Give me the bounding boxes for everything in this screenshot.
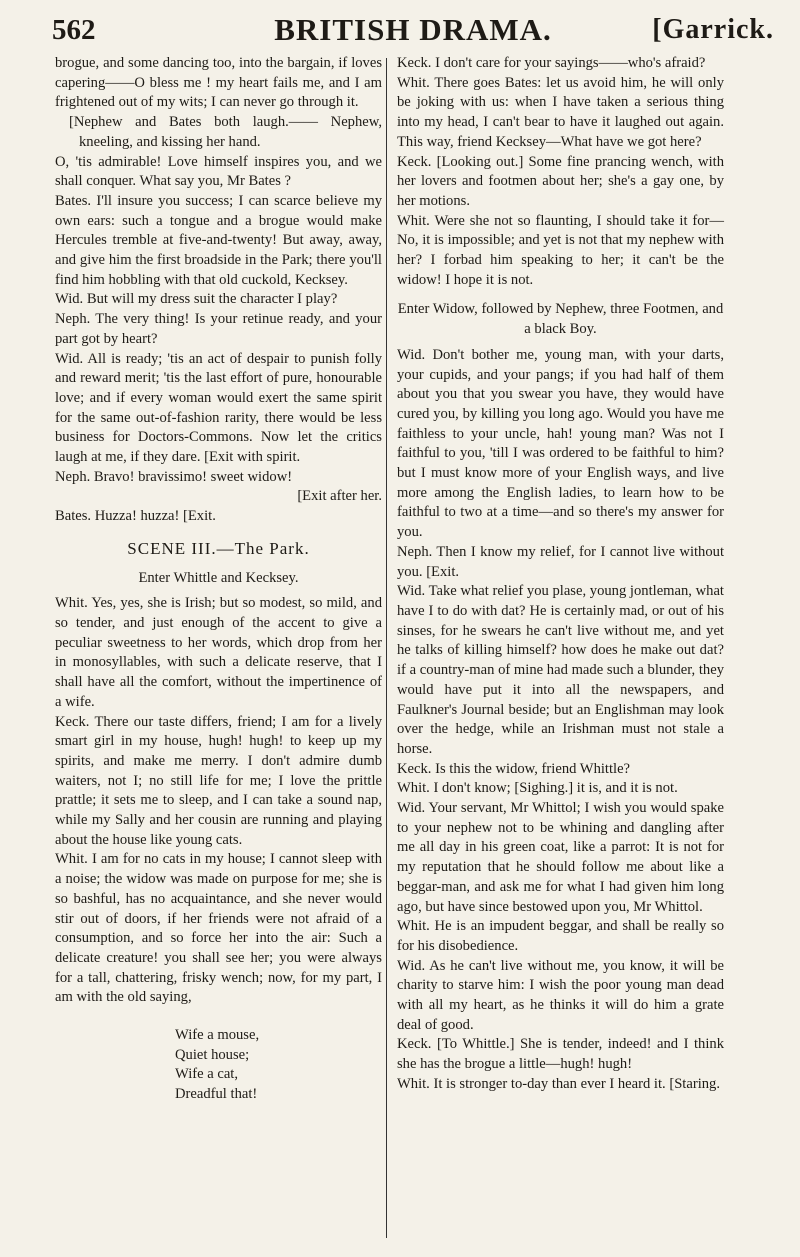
scene-heading: SCENE III.—The Park. <box>127 538 310 558</box>
speech-paragraph: Keck. [To Whittle.] She is tender, indeed! and I think she has the brogue a little—hugh! hugh! <box>397 1036 724 1073</box>
stage-direction: [Nephew and Bates both laugh.—— Nephew, kneeling, and kissing her hand. <box>69 114 382 150</box>
speech-paragraph: brogue, and some dancing too, into the bargain, if loves capering——O bless me ! my heart fails me, and I am frightened out of my wits; I can never go through it. <box>55 55 382 111</box>
speech-paragraph: Wid. All is ready; 'tis an act of despair to punish folly and reward merit; 'tis the last effort of pure, honourable love; and if every woman would exert the same spirit for the same out-of-fashion rarity, there would be less business for Doctors-Commons. Now let the critics laugh at me, if they dare. [Exit with spirit. <box>55 350 382 466</box>
entrance-direction: Enter Widow, followed by Nephew, three Footmen, and a black Boy. <box>397 301 724 338</box>
column-divider <box>386 58 387 1238</box>
page-header <box>52 10 774 52</box>
left-column <box>55 54 382 1105</box>
verse-line: Dreadful that! <box>175 1086 258 1103</box>
verse-line: Quiet house; <box>175 1046 250 1063</box>
speech-paragraph: Neph. Bravo! bravissimo! sweet widow! <box>55 468 293 485</box>
speech-paragraph: Wid. As he can't live without me, you know, it will be charity to starve him: I wish the poor young man dead with all my heart, as he thinks it will do him a grate deal of good. <box>397 957 724 1033</box>
speech-paragraph: Whit. Were she not so flaunting, I should take it for—No, it is impossible; and yet is not that my nephew with her? I forbad him speaking to her; it can't be the widow! I hope it is not. <box>397 212 724 288</box>
speech-paragraph: Neph. The very thing! Is your retinue ready, and your part got by heart? <box>55 311 382 347</box>
speech-paragraph: Whit. There goes Bates: let us avoid him, he will only be joking with us: when I have taken a serious thing into my head, I can't bear to have it laughed out again. This way, friend Kecksey—What have we got here? <box>397 74 724 150</box>
running-title: BRITISH DRAMA. <box>274 12 552 47</box>
exit-direction: [Exit after her. <box>297 488 382 505</box>
speech-paragraph: Whit. I am for no cats in my house; I cannot sleep with a noise; the widow was made on purpose for me; she is so bashful, has no acquaintance, and she never would stir out of doors, if her friends were not afraid of a consumption, and so force her into the air: Such a delicate creature! you shall see her; you were always for a tall, chattering, frisky wench; now, for my part, I am with the old saying, <box>55 851 382 1006</box>
verse-line: Wife a cat, <box>175 1066 239 1083</box>
entrance-direction: Enter Whittle and Kecksey. <box>138 569 299 586</box>
speech-paragraph: Whit. I don't know; [Sighing.] it is, and it is not. <box>397 780 678 797</box>
speech-paragraph: Neph. Then I know my relief, for I cannot live without you. [Exit. <box>397 543 724 580</box>
speech-paragraph: O, 'tis admirable! Love himself inspires you, and we shall conquer. What say you, Mr Bates ? <box>55 153 382 190</box>
speech-paragraph: Wid. But will my dress suit the character I play? <box>55 291 338 308</box>
right-column <box>397 54 724 1095</box>
verse-line: Wife a mouse, <box>175 1027 260 1044</box>
speech-paragraph: Wid. Your servant, Mr Whittol; I wish you would spake to your nephew not to be whining and dangling after me all day in his green coat, like a parrot: It is not for my reputation that he should follow me about like a beggar-man, and ask me for what I had given him long ago, but have since bestowed upon you, Mr Whittol. <box>397 800 724 915</box>
speech-paragraph: Wid. Take what relief you plase, young jontleman, what have I to do with dat? He is certainly mad, or out of his sinses, for he swears he can't live without me, and yet he talks of killing himself? how does he make out dat? if a country-man of mine had made such a blunder, they would have put it into all the newspapers, and Faulkner's Journal beside; but an Englishman may look over the hedge, while an Irishman must not stale a horse. <box>397 583 724 757</box>
speech-paragraph: Keck. Is this the widow, friend Whittle? <box>397 760 631 777</box>
speech-paragraph: Whit. Yes, yes, she is Irish; but so modest, so mild, and so tender, and just enough of the accent to give a peculiar sweetness to her words, which drop from her in monosyllables, with such a delicate reserve, that I shall have all the comfort, without the impertinence of a wife. <box>55 595 382 710</box>
speech-paragraph: Keck. I don't care for your sayings——who's afraid? <box>397 55 706 71</box>
speech-paragraph: Keck. [Looking out.] Some fine prancing wench, with her lovers and footmen about her; she's a gay one, by her motions. <box>397 153 724 209</box>
page-number: 562 <box>52 14 96 46</box>
speech-paragraph: Bates. I'll insure you success; I can scarce believe my own ears: such a tongue and a brogue would make Hercules tremble at five-and-twenty! But away, away, and give him the first broadside in the Park; there you'll find him hobbling with that old cuckold, Kecksey. <box>55 192 382 288</box>
speech-paragraph: Keck. There our taste differs, friend; I am for a lively smart girl in my house, hugh! hugh! to keep up my spirits, and make me merry. I don't admire dumb waiters, not I; no still life for me; I love the prittle prattle; it sets me to sleep, and I can take a sound nap, while my Sally and her cousin are running and playing about the house like young cats. <box>55 713 382 848</box>
running-author: [Garrick. <box>652 14 774 45</box>
speech-paragraph: Bates. Huzza! huzza! [Exit. <box>55 508 216 525</box>
speech-paragraph: Whit. He is an impudent beggar, and shall be really so for his disobedience. <box>397 918 724 954</box>
speech-paragraph: Wid. Don't bother me, young man, with your darts, your cupids, and your pangs; if you had half of them about you that you swear you have, they would have cured you, by killing you long ago. Would you have me faithless to your uncle, hah! young man? Was not I faithful to you, 'till I was ordered to be faithful to him? but I must know more of your English ways, and live more among the English ladies, to learn how to be faithful to two at a time—and so there's my answer for you. <box>397 346 724 541</box>
speech-paragraph: Whit. It is stronger to-day than ever I heard it. [Staring. <box>397 1075 720 1092</box>
